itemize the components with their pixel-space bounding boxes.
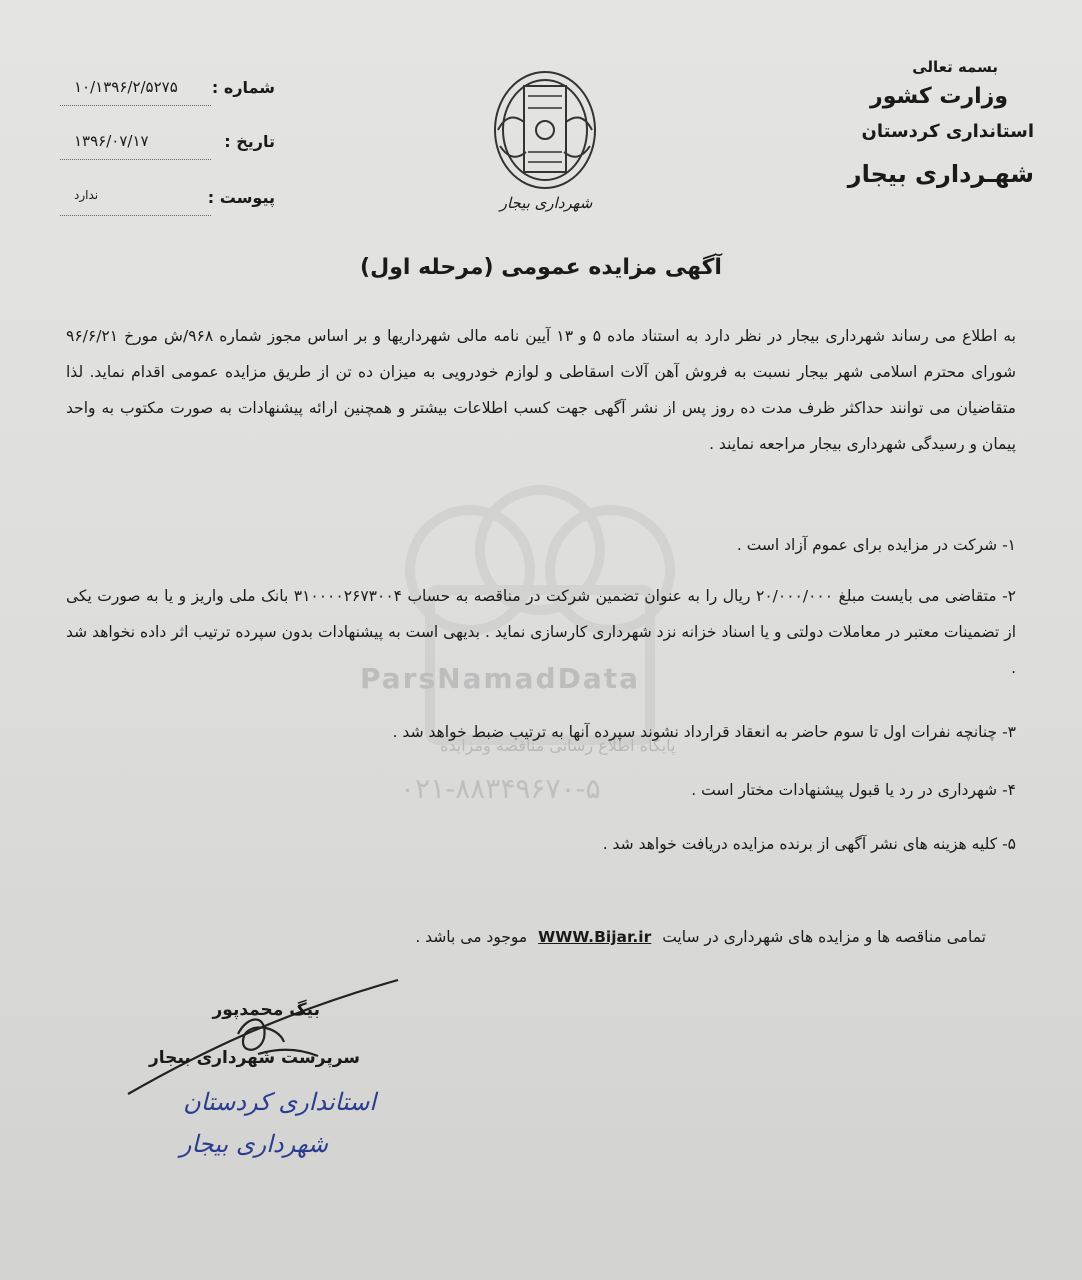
letterhead (814, 58, 1034, 188)
website-line-before: تمامی مناقصه ها و مزایده های شهرداری در سایت (662, 928, 986, 946)
seal-caption: شهرداری بیجار (499, 194, 593, 212)
stamp-line-1: استانداری کردستان (183, 1088, 376, 1116)
number-value: ۱۰/۱۳۹۶/۲/۵۲۷۵ (74, 78, 178, 96)
condition-item-2: ۲- متقاضی می بایست مبلغ ۲۰/۰۰۰/۰۰۰ ریال را به عنوان تضمین شرکت در مناقصه به حساب ۳۱۰۰۰۰۲۶۷۳۰۰۴ بانک ملی واریز و یا به صورت یکی از تضمینات معتبر در معاملات دولتی و یا اسناد خزانه نزد شهرداری کارسازی نماید . بدیهی است به پیشنهادات بدون سپرده ترتیب اثر داده نخواهد شد . (66, 587, 1016, 677)
watermark-subtitle: پایگاه اطلاع رسانی مناقصه ومزایده (440, 736, 676, 755)
website-link[interactable]: WWW.Bijar.ir (538, 928, 652, 946)
website-line-after: موجود می باشد . (415, 928, 528, 946)
signatory-role: سرپرست شهرداری بیجار (149, 1048, 360, 1068)
ministry-name: وزارت کشور (870, 84, 1008, 109)
number-dotted-line (60, 105, 211, 106)
attachment-label: پیوست : (207, 188, 275, 207)
province-office: استانداری کردستان (861, 121, 1034, 142)
letter-attachment-row (60, 188, 275, 218)
attachment-value: ندارد (74, 188, 99, 202)
date-dotted-line (60, 159, 211, 160)
date-value: ۱۳۹۶/۰۷/۱۷ (74, 132, 149, 150)
attachment-dotted-line (60, 215, 211, 216)
condition-item-4: ۴- شهرداری در رد یا قبول پیشنهادات مختار است . (691, 781, 1016, 799)
letter-number-row (60, 78, 275, 108)
number-label: شماره : (211, 78, 275, 97)
condition-item-3: ۳- چنانچه نفرات اول تا سوم حاضر به انعقاد قرارداد نشوند سپرده آنها به ترتیب ضبط خواهد شد . (392, 723, 1016, 741)
notice-title: آگهی مزایده عمومی (مرحله اول) (360, 255, 722, 280)
bismillah: بسمه تعالی (912, 58, 998, 76)
letter-date-row (60, 132, 275, 162)
watermark-brand: ParsNamadData (360, 662, 640, 695)
signatory-name: بیگ محمدپور (212, 1000, 320, 1020)
date-label: تاریخ : (224, 132, 275, 151)
municipality-name: شهـرداری بیجار (847, 160, 1034, 188)
website-line (415, 928, 986, 946)
stamp-line-2: شهرداری بیجار (179, 1130, 328, 1158)
intro-paragraph: به اطلاع می رساند شهرداری بیجار در نظر دارد به استناد ماده ۵ و ۱۳ آیین نامه مالی شهرداریها و بر اساس مجوز شماره ۹۶۸/ش مورخ ۹۶/۶/۲۱ شورای محترم اسلامی شهر بیجار نسبت به فروش آهن آلات اسقاطی و لوازم خودرویی به میزان ده تن از طریق مزایده عمومی اقدام نماید. لذا متقاضیان می توانند حداکثر ظرف مدت ده روز پس از نشر آگهی جهت کسب اطلاعات بیشتر و همچنین ارائه پیشنهادات به صورت مکتوب به واحد پیمان و رسیدگی شهرداری بیجار مراجعه نمایند . (66, 327, 1016, 453)
condition-item-1: ۱- شرکت در مزایده برای عموم آزاد است . (736, 536, 1016, 554)
watermark-phone: ۰۲۱-۸۸۳۴۹۶۷۰-۵ (400, 772, 601, 805)
condition-item-5: ۵- کلیه هزینه های نشر آگهی از برنده مزایده دریافت خواهد شد . (602, 835, 1016, 853)
